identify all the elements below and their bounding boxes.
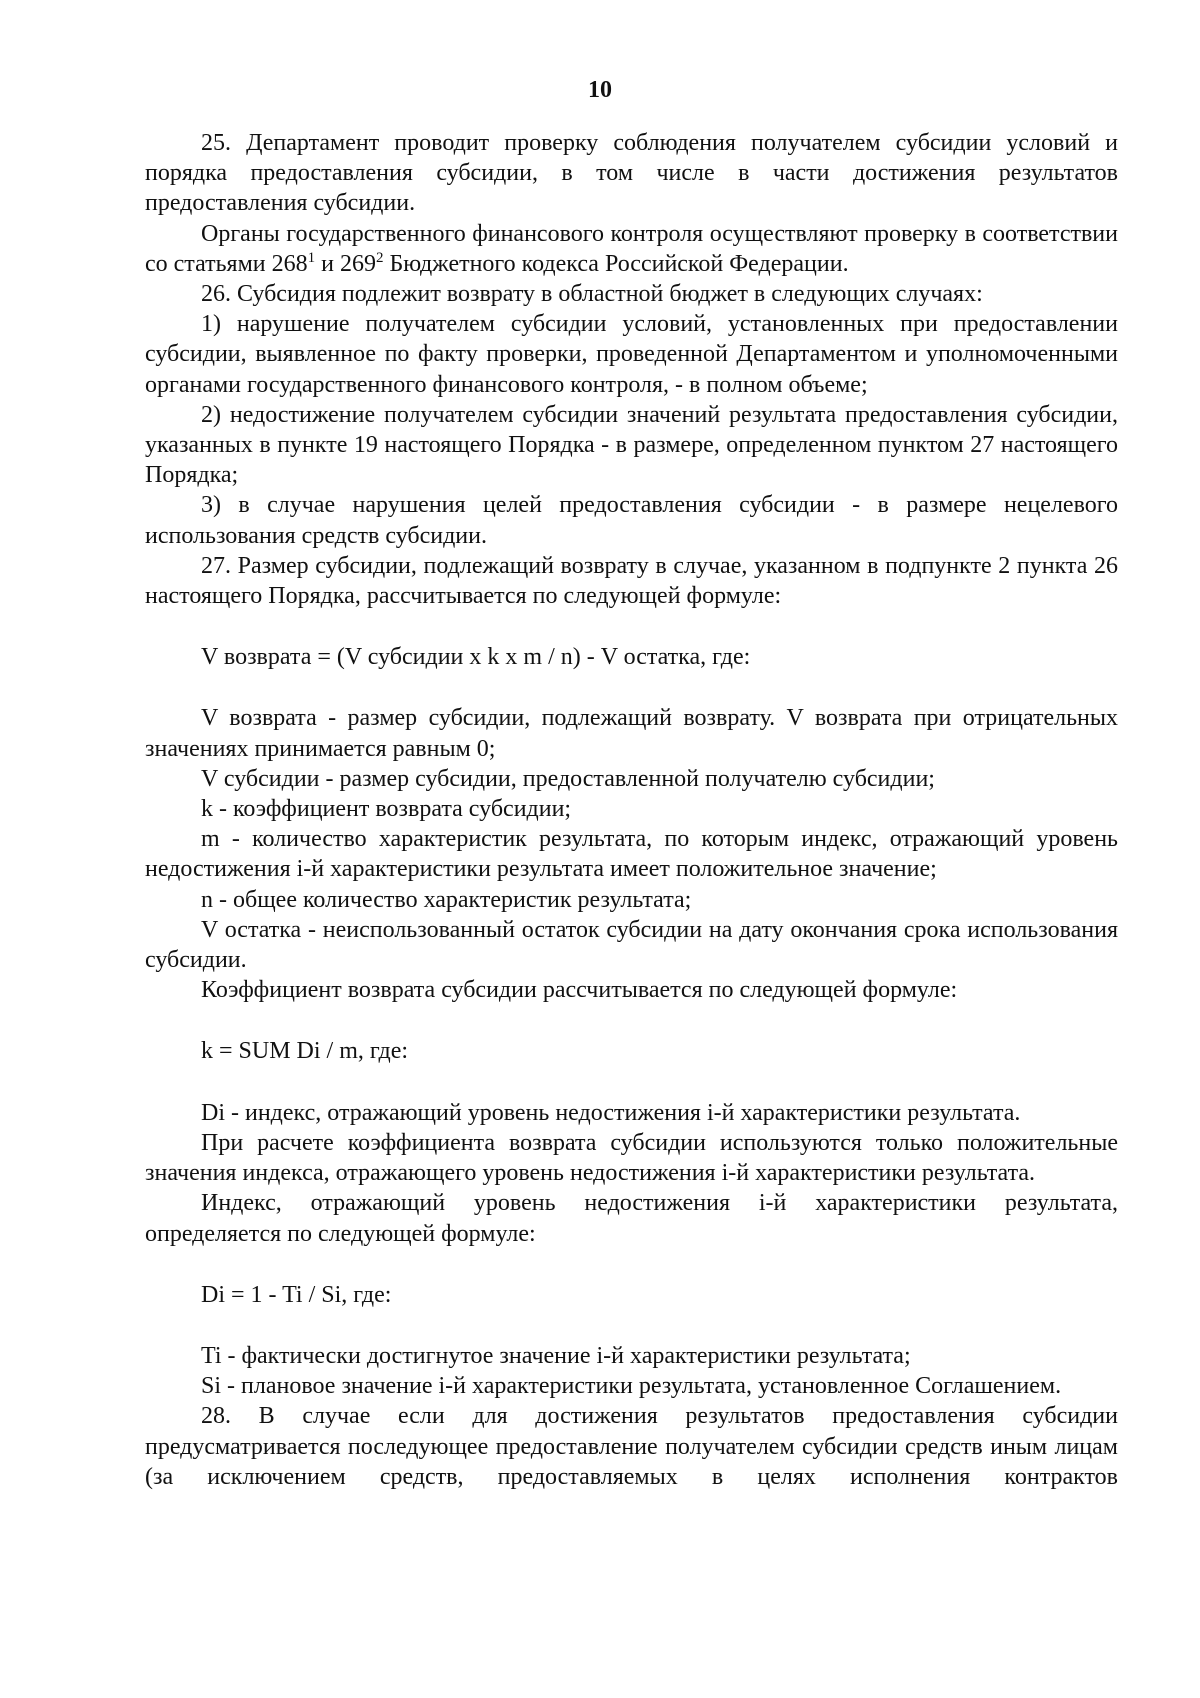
paragraph-financial-control [145, 219, 1118, 279]
spacer [145, 1067, 1118, 1098]
definition-si: Si - плановое значение i-й характеристики результата, установленное Соглашением. [201, 1373, 1062, 1400]
paragraph-27: 27. Размер субсидии, подлежащий возврату в случае, указанном в подпункте 2 пункта 26 настоящего Порядка, рассчитывается по следующей формуле: [145, 552, 1118, 610]
definition-k: k - коэффициент возврата субсидии; [201, 796, 572, 823]
definition-m: m - количество характеристик результата, по которым индекс, отражающий уровень недостижения i-й характеристики результата имеет положительное значение; [145, 826, 1118, 883]
spacer [145, 611, 1118, 642]
superscript-2: 2 [375, 249, 384, 266]
control-text-mid: и 269 [315, 250, 376, 277]
k-formula-intro: Коэффициент возврата субсидии рассчитывается по следующей формуле: [201, 977, 958, 1004]
di-formula-intro: Индекс, отражающий уровень недостижения i-й характеристики результата, определяется по следующей формуле: [145, 1190, 1118, 1247]
paragraph-26: 26. Субсидия подлежит возврату в областной бюджет в следующих случаях: [201, 281, 983, 308]
definition-n: n - общее количество характеристик результата; [201, 886, 692, 913]
page-number: 10 [588, 77, 612, 103]
paragraph-26-item-3: 3) в случае нарушения целей предоставления субсидии - в размере нецелевого использования средств субсидии. [145, 492, 1118, 549]
spacer [145, 672, 1118, 703]
paragraph-26-item-2: 2) недостижение получателем субсидии значений результата предоставления субсидии, указанных в пункте 19 настоящего Порядка - в размере, определенном пунктом 27 настоящего Порядка; [145, 401, 1118, 489]
spacer [145, 1310, 1118, 1341]
definition-v-return: V возврата - размер субсидии, подлежащий возврату. V возврата при отрицательных значениях принимается равным 0; [145, 705, 1118, 762]
definition-v-subsidy: V субсидии - размер субсидии, предоставленной получателю субсидии; [201, 765, 935, 792]
superscript-1: 1 [307, 249, 316, 266]
paragraph-28: 28. В случае если для достижения результатов предоставления субсидии предусматривается последующее предоставление получателем субсидии средств иным лицам (за исключением средств, предоставляемых в целях исполнения контрактов [145, 1403, 1118, 1490]
definition-ti: Ti - фактически достигнутое значение i-й характеристики результата; [201, 1342, 911, 1369]
control-text-end: Бюджетного кодекса Российской Федерации. [383, 250, 849, 277]
formula-di: Di = 1 - Ti / Si, где: [201, 1281, 392, 1308]
spacer [145, 1249, 1118, 1280]
formula-v-return: V возврата = (V субсидии x k x m / n) - V остатка, где: [201, 644, 751, 671]
positive-values-note: При расчете коэффициента возврата субсидии используются только положительные значения индекса, отражающего уровень недостижения i-й характеристики результата. [145, 1129, 1118, 1187]
control-text-start: Органы государственного финансового контроля осуществляют проверку в соответствии со статьями 268 [145, 220, 1118, 277]
paragraph-25: 25. Департамент проводит проверку соблюдения получателем субсидии условий и порядка предоставления субсидии, в том числе в части достижения результатов предоставления субсидии. [145, 130, 1118, 217]
spacer [145, 1005, 1118, 1036]
formula-k: k = SUM Di / m, где: [201, 1038, 409, 1065]
document-body [145, 128, 1118, 1492]
paragraph-26-item-1: 1) нарушение получателем субсидии условий, установленных при предоставлении субсидии, выявленное по факту проверки, проведенной Департаментом и уполномоченными органами государственного финансового контроля, - в полном объеме; [145, 311, 1118, 398]
definition-v-rest: V остатка - неиспользованный остаток субсидии на дату окончания срока использования субсидии. [145, 916, 1118, 974]
definition-di: Di - индекс, отражающий уровень недостижения i-й характеристики результата. [201, 1099, 1021, 1126]
